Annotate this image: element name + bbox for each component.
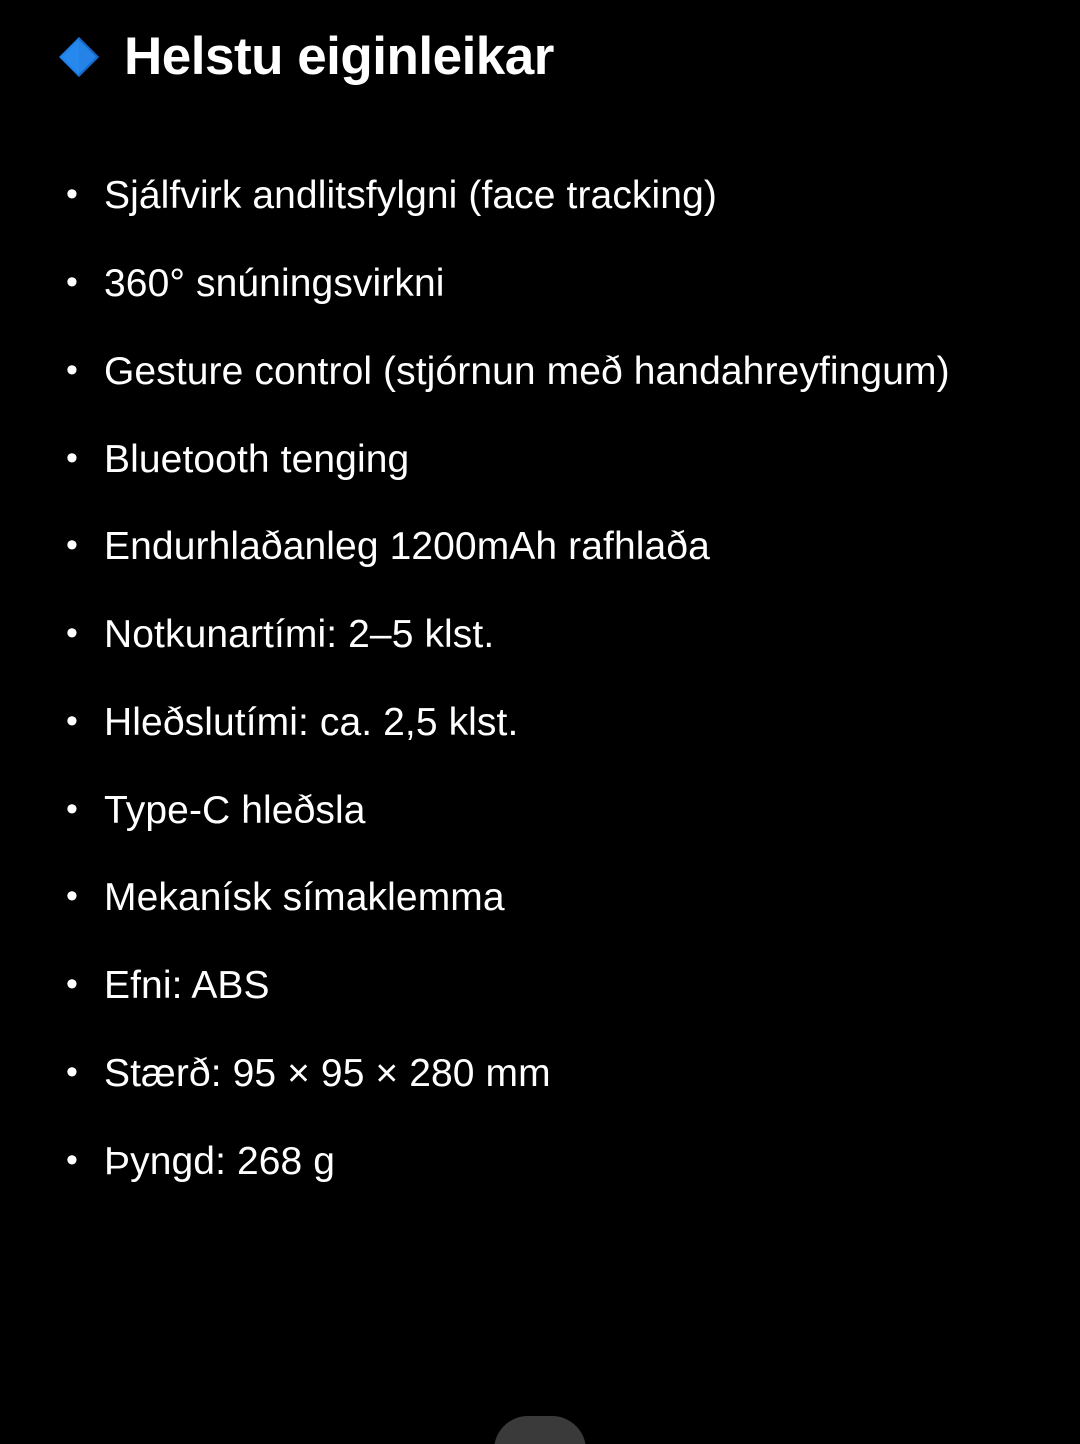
list-item: • Hleðslutími: ca. 2,5 klst.	[62, 699, 1040, 748]
page-title: Helstu eiginleikar	[124, 27, 554, 86]
list-item: • Mekanísk símaklemma	[62, 874, 1040, 923]
list-item: • Stærð: 95 × 95 × 280 mm	[62, 1050, 1040, 1099]
list-item: • Efni: ABS	[62, 962, 1040, 1011]
list-item: • Notkunartími: 2–5 klst.	[62, 611, 1040, 660]
section-heading	[0, 0, 1080, 86]
home-indicator[interactable]	[494, 1416, 586, 1444]
list-item: • 360° snúningsvirkni	[62, 260, 1040, 309]
list-item: • Type-C hleðsla	[62, 787, 1040, 836]
feature-list	[0, 86, 1080, 1186]
list-item: • Endurhlaðanleg 1200mAh rafhlaða	[62, 523, 1040, 572]
blue-diamond-icon	[56, 34, 102, 80]
list-item: • Sjálfvirk andlitsfylgni (face tracking)	[62, 172, 1040, 221]
list-item: • Bluetooth tenging	[62, 436, 1040, 485]
list-item: • Gesture control (stjórnun með handahreyfingum)	[62, 348, 1040, 397]
list-item: • Þyngd: 268 g	[62, 1138, 1040, 1187]
